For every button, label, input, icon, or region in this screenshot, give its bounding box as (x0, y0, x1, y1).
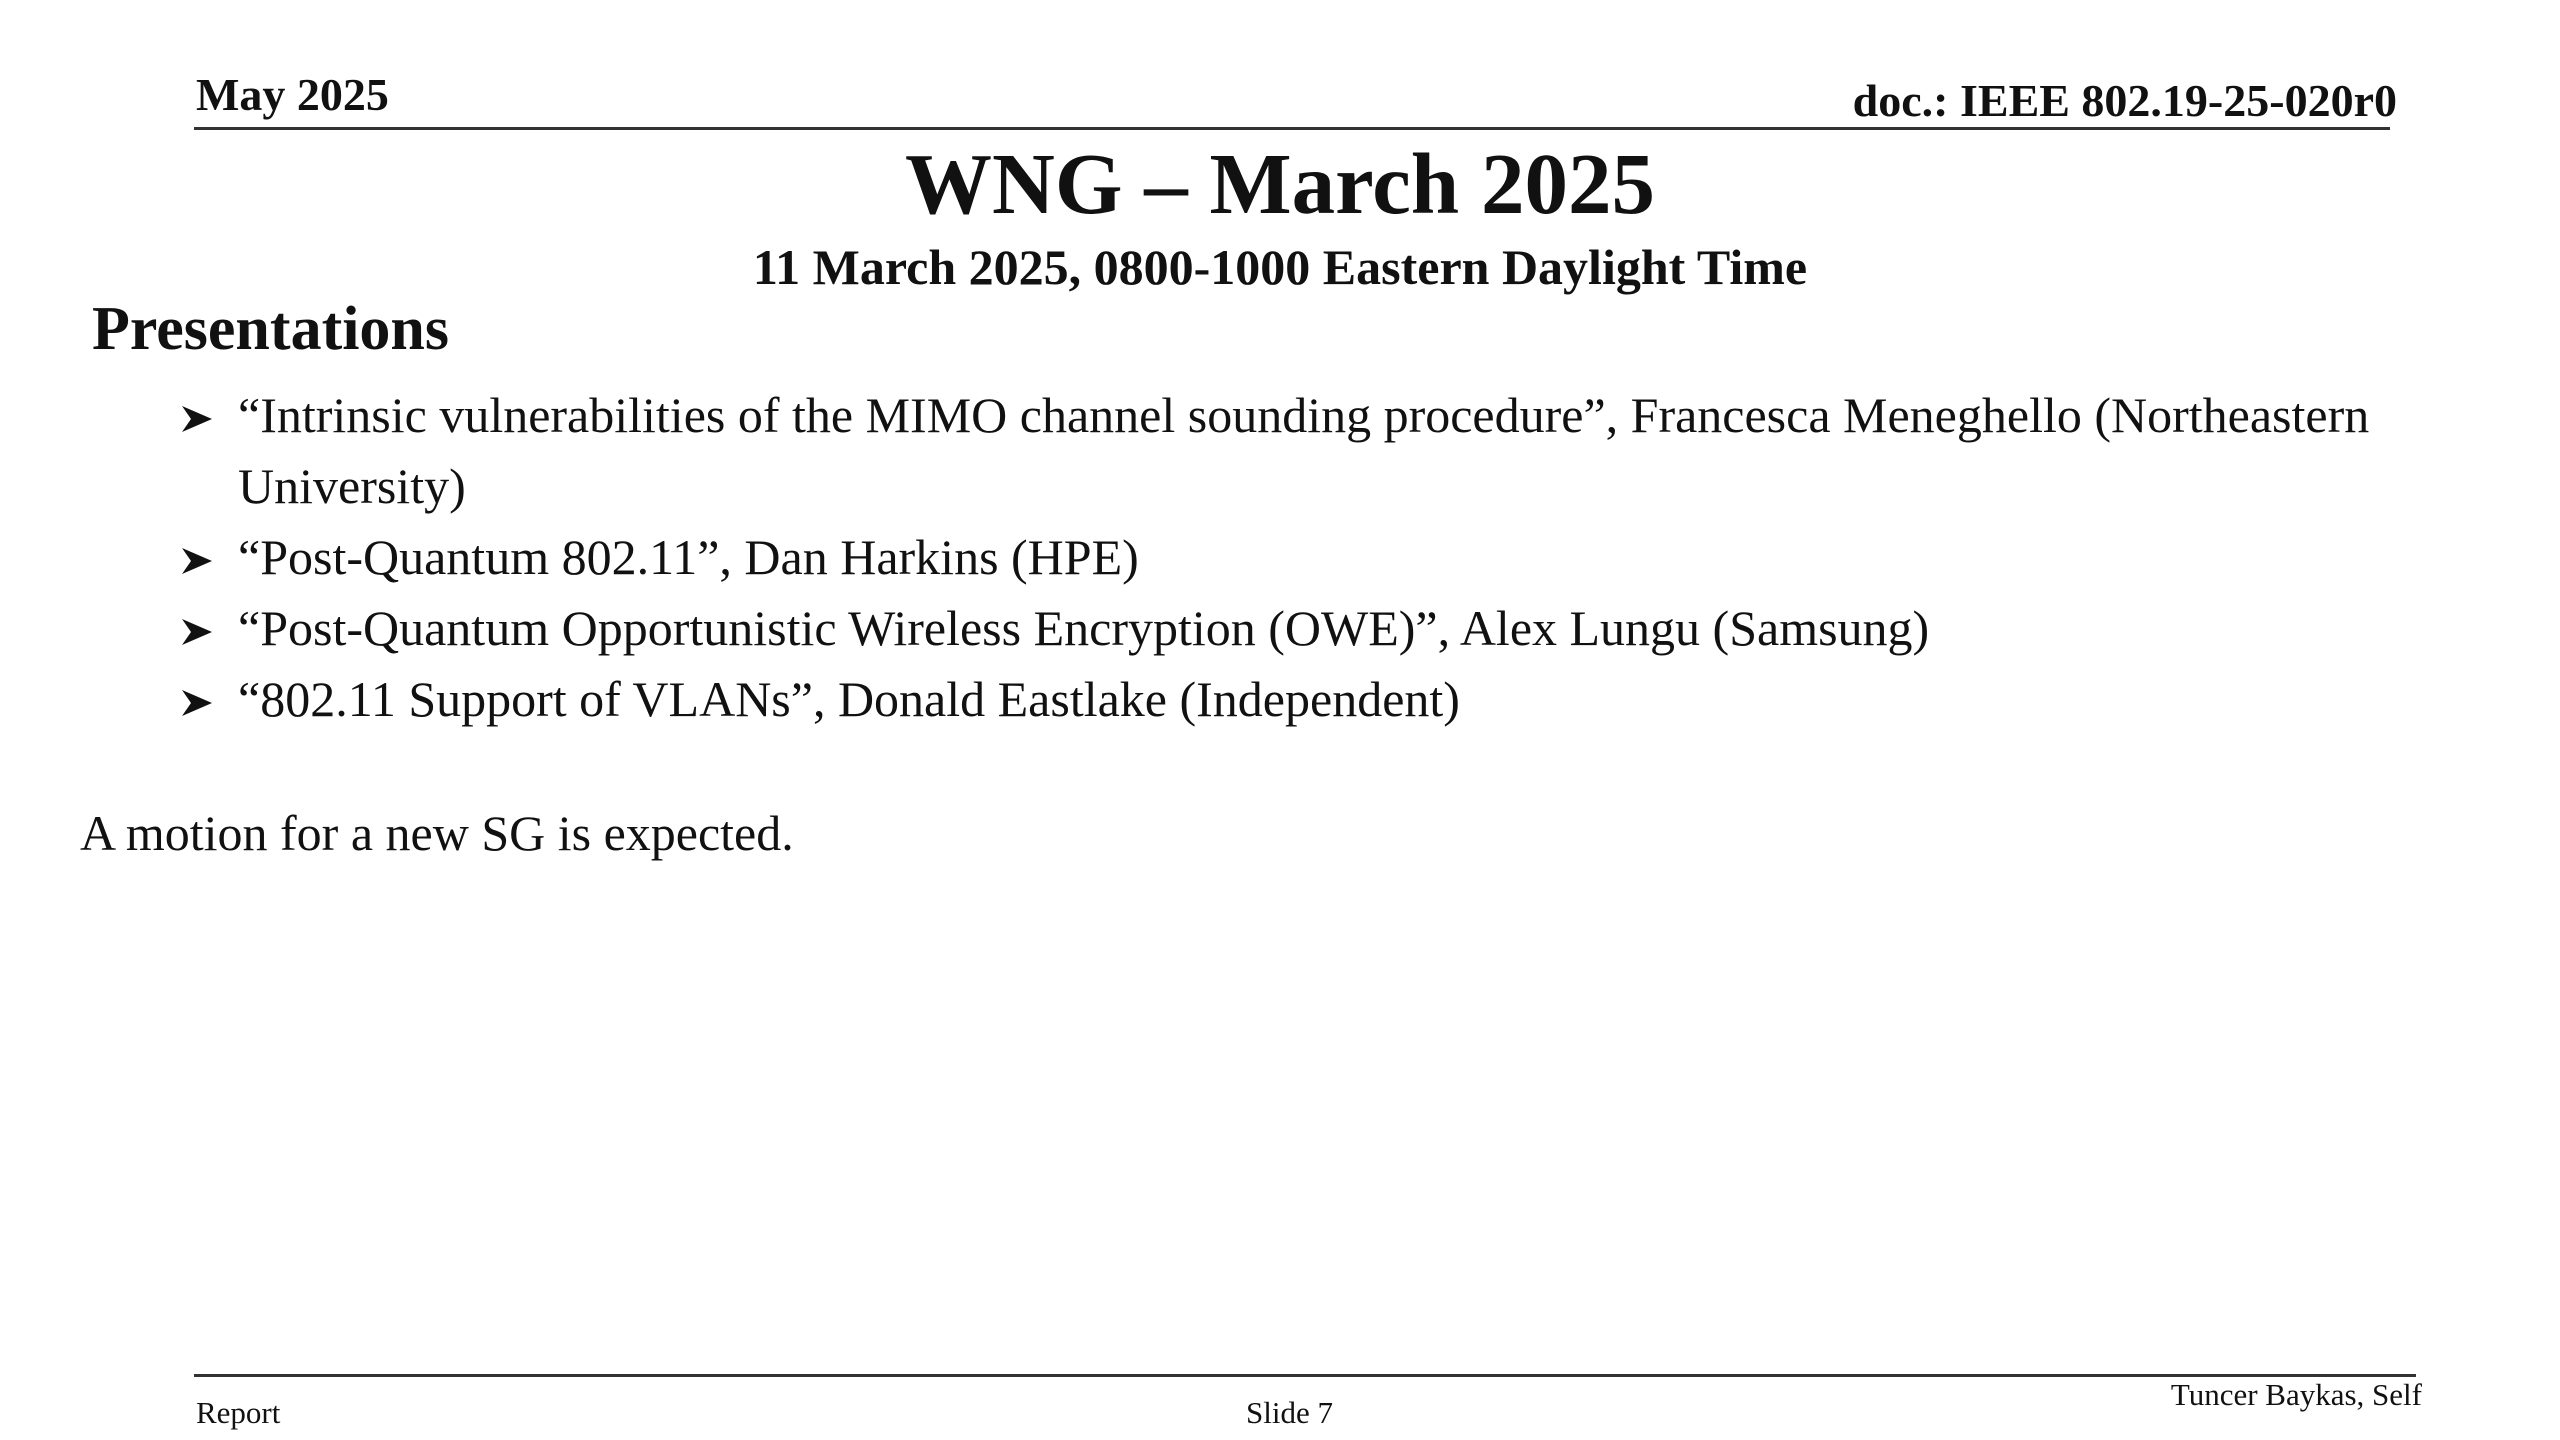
list-item (178, 593, 2418, 664)
footer-left: Report (196, 1395, 281, 1430)
slide-title: WNG – March 2025 (905, 135, 1655, 232)
presentation-list (178, 380, 2418, 735)
list-item (178, 664, 2418, 735)
footer-divider (194, 1374, 2416, 1377)
presentation-text: “Post-Quantum 802.11”, Dan Harkins (HPE) (238, 529, 1139, 585)
section-heading: Presentations (92, 295, 450, 363)
list-item (178, 522, 2418, 593)
presentation-text: “802.11 Support of VLANs”, Donald Eastlake (Independent) (238, 671, 1460, 727)
list-item (178, 380, 2418, 522)
motion-note: A motion for a new SG is expected. (80, 805, 794, 861)
arrowhead-bullet-icon (178, 380, 222, 451)
header-date: May 2025 (196, 69, 389, 120)
slide-number: Slide 7 (1246, 1395, 1333, 1430)
header-divider (194, 127, 2390, 130)
presentation-text: “Intrinsic vulnerabilities of the MIMO channel sounding procedure”, Francesca Meneghello (Northeastern University) (238, 387, 2370, 514)
arrowhead-bullet-icon (178, 593, 222, 664)
arrowhead-bullet-icon (178, 664, 222, 735)
slide-subtitle: 11 March 2025, 0800-1000 Eastern Daylight Time (752, 239, 1808, 295)
presentation-text: “Post-Quantum Opportunistic Wireless Encryption (OWE)”, Alex Lungu (Samsung) (238, 600, 1930, 656)
arrowhead-bullet-icon (178, 522, 222, 593)
footer-author: Tuncer Baykas, Self (2170, 1377, 2422, 1412)
header-doc-id: doc.: IEEE 802.19-25-020r0 (1852, 75, 2397, 126)
